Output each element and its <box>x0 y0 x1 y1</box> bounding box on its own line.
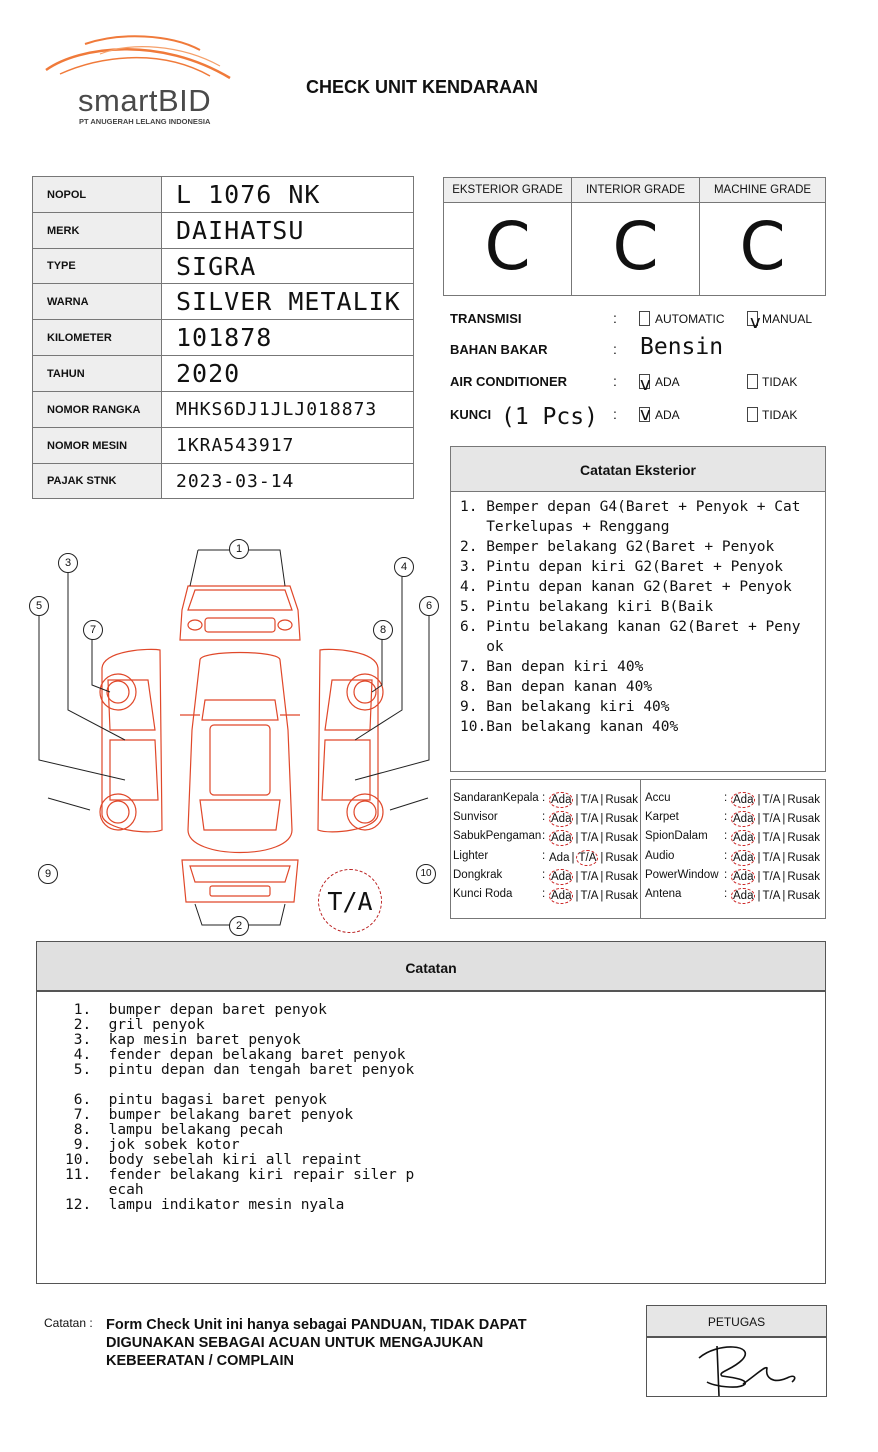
bahan-bakar-value: Bensin <box>640 334 724 360</box>
list-item: 10. body sebelah kiri all repaint <box>65 1152 362 1168</box>
list-item: 6. pintu bagasi baret penyok <box>65 1092 327 1108</box>
option-ta[interactable]: T/A <box>580 890 599 902</box>
option-rusak[interactable]: Rusak <box>605 794 638 806</box>
grade-value: C <box>739 208 786 285</box>
option-ada[interactable]: Ada <box>733 813 754 825</box>
grade-exterior <box>444 178 572 295</box>
option-ta[interactable]: T/A <box>580 813 599 825</box>
accessory-options <box>730 811 821 827</box>
separator: | <box>757 871 761 883</box>
separator: | <box>600 832 604 844</box>
info-value: MHKS6DJ1JLJ018873 <box>162 392 414 428</box>
accessory-options <box>548 888 639 904</box>
callout-7: 7 <box>83 620 103 640</box>
colon: : <box>542 869 546 881</box>
colon: : <box>613 373 617 389</box>
grade-value: C <box>484 208 531 285</box>
notes-title: Catatan <box>37 942 825 992</box>
separator: | <box>782 832 786 844</box>
kunci-label: KUNCI <box>450 407 492 422</box>
callout-3: 3 <box>58 553 78 573</box>
separator: | <box>757 794 761 806</box>
info-value: L 1076 NK <box>162 177 414 213</box>
colon: : <box>724 792 728 804</box>
ac-ada-label: ADA <box>655 375 680 389</box>
list-item: 2. Bemper belakang G2(Baret + Penyok <box>460 539 775 555</box>
option-ta[interactable]: T/A <box>762 890 781 902</box>
check-mark: v <box>640 404 651 425</box>
info-value: SIGRA <box>162 249 414 284</box>
info-label: TYPE <box>33 249 162 284</box>
list-item: 9. Ban belakang kiri 40% <box>460 699 670 715</box>
list-item: 1. bumper depan baret penyok <box>65 1002 327 1018</box>
option-ada[interactable]: Ada <box>733 890 754 902</box>
colon: : <box>724 888 728 900</box>
info-label: WARNA <box>33 284 162 320</box>
kunci-ada-label: ADA <box>655 408 680 422</box>
accessory-name: Kunci Roda <box>453 888 513 900</box>
separator: | <box>782 794 786 806</box>
option-ada[interactable]: Ada <box>733 852 754 864</box>
signature <box>647 1338 826 1396</box>
option-rusak[interactable]: Rusak <box>605 871 638 883</box>
info-label: PAJAK STNK <box>33 464 162 499</box>
callout-6: 6 <box>419 596 439 616</box>
accessory-options <box>730 888 821 904</box>
option-ta[interactable]: T/A <box>580 794 599 806</box>
info-value: 2023-03-14 <box>162 464 414 499</box>
callout-2: 2 <box>229 916 249 936</box>
info-value: SILVER METALIK <box>162 284 414 320</box>
option-ta[interactable]: T/A <box>580 871 599 883</box>
option-ada[interactable]: Ada <box>551 890 572 902</box>
colon: : <box>542 811 546 823</box>
option-ta[interactable]: T/A <box>580 832 599 844</box>
exterior-notes-panel <box>450 446 826 772</box>
accessories-divider <box>640 779 641 919</box>
option-rusak[interactable]: Rusak <box>605 813 638 825</box>
info-value: 101878 <box>162 320 414 356</box>
colon: : <box>542 888 546 900</box>
separator: | <box>757 852 761 864</box>
grade-machine <box>700 178 825 295</box>
separator: | <box>600 890 604 902</box>
info-value: DAIHATSU <box>162 213 414 249</box>
info-label: NOPOL <box>33 177 162 213</box>
callout-4: 4 <box>394 557 414 577</box>
callout-9: 9 <box>38 864 58 884</box>
list-item: 5. pintu depan dan tengah baret penyok <box>65 1062 415 1078</box>
option-rusak[interactable]: Rusak <box>787 852 820 864</box>
exterior-notes-title: Catatan Eksterior <box>451 447 825 492</box>
automatic-checkbox[interactable] <box>639 311 650 326</box>
accessory-name: SandaranKepala <box>453 792 539 804</box>
option-ada[interactable]: Ada <box>551 832 572 844</box>
option-ada[interactable]: Ada <box>733 794 754 806</box>
accessory-name: Accu <box>645 792 671 804</box>
grade-label: INTERIOR GRADE <box>572 178 699 203</box>
colon: : <box>613 406 617 422</box>
callout-5: 5 <box>29 596 49 616</box>
separator: | <box>600 813 604 825</box>
colon: : <box>724 869 728 881</box>
accessory-name: Audio <box>645 850 675 862</box>
list-item: 1. Bemper depan G4(Baret + Penyok + Cat <box>460 499 801 515</box>
info-label: TAHUN <box>33 356 162 392</box>
separator: | <box>782 813 786 825</box>
separator: | <box>600 871 604 883</box>
separator: | <box>782 890 786 902</box>
colon: : <box>724 850 728 862</box>
info-label: KILOMETER <box>33 320 162 356</box>
colon: : <box>542 830 546 842</box>
list-item: 8. lampu belakang pecah <box>65 1122 284 1138</box>
list-item: 3. kap mesin baret penyok <box>65 1032 301 1048</box>
option-ta[interactable]: T/A <box>762 813 781 825</box>
list-item: 6. Pintu belakang kanan G2(Baret + Peny <box>460 619 801 635</box>
colon: : <box>542 792 546 804</box>
separator: | <box>600 794 604 806</box>
callout-10: 10 <box>416 864 436 884</box>
option-ada[interactable]: Ada <box>733 832 754 844</box>
separator: | <box>575 890 579 902</box>
option-rusak[interactable]: Rusak <box>787 813 820 825</box>
list-item: 4. fender depan belakang baret penyok <box>65 1047 406 1063</box>
info-label: NOMOR MESIN <box>33 428 162 464</box>
option-ta[interactable]: T/A <box>762 871 781 883</box>
list-item: 12. lampu indikator mesin nyala <box>65 1197 345 1213</box>
callout-8: 8 <box>373 620 393 640</box>
info-value: 2020 <box>162 356 414 392</box>
accessory-options <box>730 792 821 808</box>
info-value: 1KRA543917 <box>162 428 414 464</box>
footer-label: Catatan : <box>44 1316 93 1330</box>
check-mark: v <box>640 374 651 395</box>
ta-stamp: T/A <box>318 869 382 933</box>
accessory-name: Karpet <box>645 811 679 823</box>
check-mark: v <box>750 312 761 333</box>
separator: | <box>571 852 575 864</box>
option-rusak[interactable]: Rusak <box>787 794 820 806</box>
logo-subtitle: PT ANUGERAH LELANG INDONESIA <box>79 117 211 126</box>
option-ada[interactable]: Ada <box>551 813 572 825</box>
grade-label: EKSTERIOR GRADE <box>444 178 571 203</box>
grades-panel <box>443 177 826 296</box>
petugas-label: PETUGAS <box>647 1306 826 1338</box>
accessory-options <box>548 811 639 827</box>
option-rusak[interactable]: Rusak <box>787 890 820 902</box>
option-ada[interactable]: Ada <box>549 852 570 864</box>
list-item: ecah <box>65 1182 144 1198</box>
separator: | <box>782 852 786 864</box>
kunci-tidak-checkbox[interactable] <box>747 407 758 422</box>
list-item: ok <box>460 639 504 655</box>
accessory-options <box>730 869 821 885</box>
accessory-name: SpionDalam <box>645 830 708 842</box>
list-item: 7. bumper belakang baret penyok <box>65 1107 354 1123</box>
bahan-bakar-label: BAHAN BAKAR <box>450 342 548 357</box>
manual-label: MANUAL <box>762 312 813 326</box>
separator: | <box>575 832 579 844</box>
separator: | <box>600 852 604 864</box>
option-ta[interactable]: T/A <box>578 852 597 864</box>
callout-1: 1 <box>229 539 249 559</box>
ac-tidak-checkbox[interactable] <box>747 374 758 389</box>
accessory-name: PowerWindow <box>645 869 719 881</box>
colon: : <box>542 850 546 862</box>
exterior-notes-list <box>460 497 800 737</box>
list-item: 10.Ban belakang kanan 40% <box>460 719 679 735</box>
option-ada[interactable]: Ada <box>733 871 754 883</box>
option-rusak[interactable]: Rusak <box>605 852 638 864</box>
separator: | <box>575 794 579 806</box>
kunci-count: (1 Pcs) <box>501 404 598 430</box>
option-ta[interactable]: T/A <box>762 852 781 864</box>
grade-value: C <box>612 208 659 285</box>
option-ada[interactable]: Ada <box>551 794 572 806</box>
accessory-name: Lighter <box>453 850 489 862</box>
separator: | <box>757 832 761 844</box>
grade-label: MACHINE GRADE <box>700 178 825 203</box>
list-item: 8. Ban depan kanan 40% <box>460 679 653 695</box>
separator: | <box>575 813 579 825</box>
info-label: NOMOR RANGKA <box>33 392 162 428</box>
ac-tidak-label: TIDAK <box>762 375 798 389</box>
separator: | <box>757 890 761 902</box>
petugas-box <box>646 1305 827 1397</box>
list-item: 11. fender belakang kiri repair siler p <box>65 1167 415 1183</box>
ac-label: AIR CONDITIONER <box>450 374 567 389</box>
accessory-name: Dongkrak <box>453 869 503 881</box>
list-item: 9. jok sobek kotor <box>65 1137 240 1153</box>
option-ta[interactable]: T/A <box>762 832 781 844</box>
list-item: 7. Ban depan kiri 40% <box>460 659 644 675</box>
accessory-name: Antena <box>645 888 682 900</box>
colon: : <box>724 811 728 823</box>
separator: | <box>575 871 579 883</box>
option-rusak[interactable]: Rusak <box>605 832 638 844</box>
accessory-options <box>730 830 821 846</box>
accessory-options <box>548 869 639 885</box>
automatic-label: AUTOMATIC <box>655 312 725 326</box>
colon: : <box>724 830 728 842</box>
info-label: MERK <box>33 213 162 249</box>
option-rusak[interactable]: Rusak <box>605 890 638 902</box>
accessory-options <box>730 850 821 866</box>
option-ada[interactable]: Ada <box>551 871 572 883</box>
accessory-name: Sunvisor <box>453 811 498 823</box>
colon: : <box>613 310 617 326</box>
car-damage-diagram <box>30 530 450 940</box>
option-rusak[interactable]: Rusak <box>787 832 820 844</box>
list-item: Terkelupas + Renggang <box>460 519 670 535</box>
separator: | <box>757 813 761 825</box>
accessory-options <box>548 850 639 866</box>
grade-interior <box>572 178 700 295</box>
logo-text: smartBID <box>78 83 212 118</box>
list-item: 4. Pintu depan kanan G2(Baret + Penyok <box>460 579 792 595</box>
list-item: 2. gril penyok <box>65 1017 205 1033</box>
notes-panel <box>36 941 826 1284</box>
list-item: 3. Pintu depan kiri G2(Baret + Penyok <box>460 559 784 575</box>
vehicle-info-table <box>32 176 414 499</box>
option-rusak[interactable]: Rusak <box>787 871 820 883</box>
accessory-name: SabukPengaman <box>453 830 542 842</box>
accessory-options <box>548 830 639 846</box>
option-ta[interactable]: T/A <box>762 794 781 806</box>
transmisi-label: TRANSMISI <box>450 311 522 326</box>
kunci-tidak-label: TIDAK <box>762 408 798 422</box>
separator: | <box>782 871 786 883</box>
footer-disclaimer: Form Check Unit ini hanya sebagai PANDUAN, TIDAK DAPAT DIGUNAKAN SEBAGAI ACUAN UNTUK MENGAJUKAN KEBEERATAN / COMPLAIN <box>106 1317 527 1369</box>
list-item: 5. Pintu belakang kiri B(Baik <box>460 599 714 615</box>
accessory-options <box>548 792 639 808</box>
colon: : <box>613 341 617 357</box>
page-title: CHECK UNIT KENDARAAN <box>306 77 538 97</box>
